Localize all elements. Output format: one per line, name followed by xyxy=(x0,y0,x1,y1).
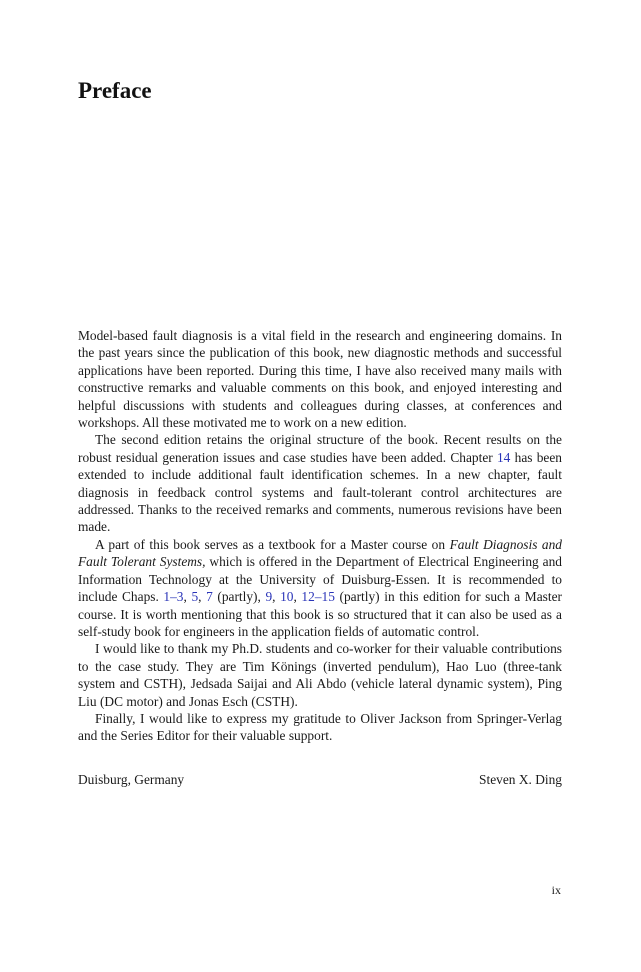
signature-author: Steven X. Ding xyxy=(479,772,562,787)
signature-place: Duisburg, Germany xyxy=(78,772,185,787)
paragraph-3-text-middle: which is offered in the Department of Electrical Engineering and Information Technology at the University of Duisburg-Essen. It is recommended to include Chaps. xyxy=(78,554,562,605)
paragraph-2-text-before: The second edition retains the original structure of the book. Recent results on the robust residual generation issues and case studies have been added. Chapter xyxy=(78,432,562,465)
paragraph-3 xyxy=(78,536,562,640)
separator: , xyxy=(183,589,192,605)
chapters-1-3-link[interactable]: 1–3 xyxy=(163,589,184,605)
preface-body xyxy=(78,327,562,745)
course-title: Fault Diagnosis and Fault Tolerant Systems, xyxy=(78,536,562,570)
paragraph-4: I would like to thank my Ph.D. students and co-worker for their valuable contributions to the case study. They are Tim Könings (inverted pendulum), Hao Luo (three-tank system and CSTH), Jedsada Saijai and Ali Abdo (vehicle lateral dynamic system), Ping Liu (DC motor) and Jonas Esch (CSTH). xyxy=(78,641,562,709)
chapters-12-15-link[interactable]: 12–15 xyxy=(301,589,335,605)
separator: , xyxy=(198,589,207,605)
paragraph-3-text-before: A part of this book serves as a textbook for a Master course on xyxy=(95,536,450,552)
page-title: Preface xyxy=(78,78,152,103)
separator: , xyxy=(293,589,302,605)
chapter-7-link[interactable]: 7 xyxy=(206,589,213,605)
separator: , xyxy=(272,589,281,605)
paragraph-5: Finally, I would like to express my gratitude to Oliver Jackson from Springer-Verlag and the Series Editor for their valuable support. xyxy=(78,710,562,744)
chapter-9-link[interactable]: 9 xyxy=(265,589,273,605)
partly-note: (partly), xyxy=(212,589,266,605)
paragraph-3-text-after: (partly) in this edition for such a Master course. It is worth mentioning that this book is so structured that it can also be used as a self-study book for engineers in the application fields of automatic control. xyxy=(78,589,562,639)
chapter-14-link[interactable]: 14 xyxy=(496,449,511,465)
chapter-5-link[interactable]: 5 xyxy=(191,589,199,605)
page-number: ix xyxy=(551,883,561,897)
signature-line xyxy=(78,771,562,788)
paragraph-2-text-after: has been extended to include additional fault identification schemes. In a new chapter, fault diagnosis in feedback control systems and fault-tolerant control architectures are addressed. Thanks to the received remarks and comments, numerous revisions have been made. xyxy=(78,449,563,535)
chapter-10-link[interactable]: 10 xyxy=(280,589,294,605)
paragraph-2 xyxy=(78,431,562,535)
paragraph-1: Model-based fault diagnosis is a vital field in the research and engineering domains. In the past years since the publication of this book, new diagnostic methods and successful applications have been reported. During this time, I have also received many mails with constructive remarks and valuable comments on this book, and enjoyed interesting and helpful discussions with students and colleagues during classes, at conferences and workshops. All these motivated me to work on a new edition. xyxy=(78,328,562,431)
